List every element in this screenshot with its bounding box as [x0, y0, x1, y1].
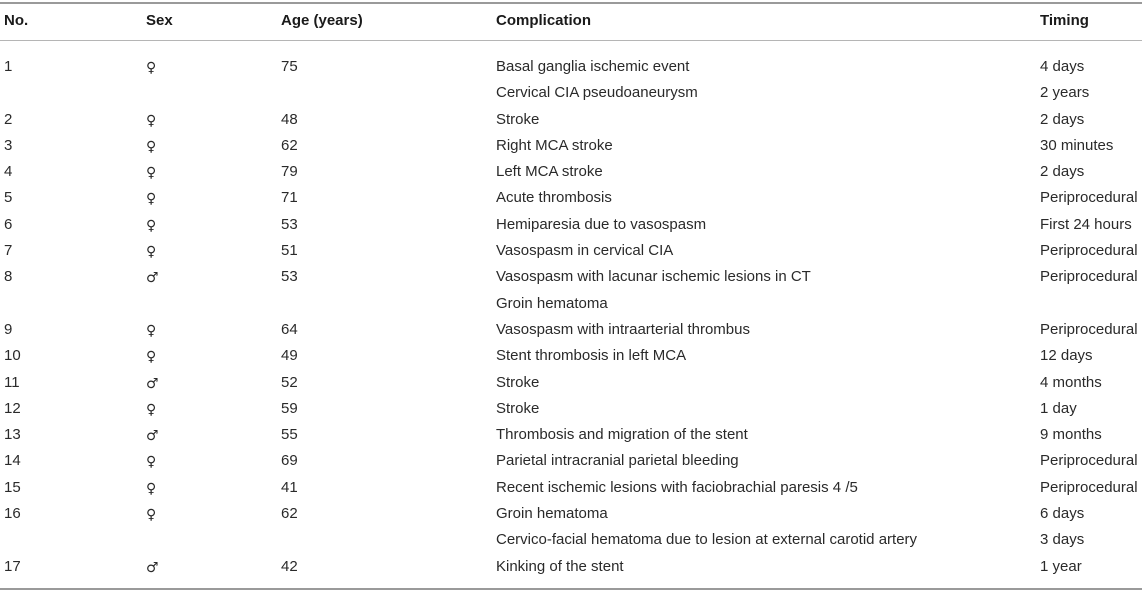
table-row — [0, 185, 1142, 211]
table-row — [0, 317, 1142, 343]
cell-complication: Vasospasm with lacunar ischemic lesions in CT — [496, 268, 811, 286]
cell-no: 15 — [4, 478, 21, 496]
header-timing: Timing — [1040, 12, 1089, 29]
cell-timing: 4 months — [1040, 373, 1102, 391]
cell-complication: Left MCA stroke — [496, 163, 603, 181]
cell-sex: ♀ — [146, 60, 157, 76]
cell-no: 12 — [4, 399, 21, 417]
table-row — [0, 343, 1142, 369]
cell-timing: 1 day — [1040, 399, 1077, 417]
cell-complication: Stroke — [496, 110, 540, 128]
table-row — [0, 475, 1142, 501]
table-header-row — [0, 0, 1142, 40]
cell-sex: ♀ — [146, 165, 157, 182]
cell-timing: First 24 hours — [1040, 215, 1132, 233]
cell-age: 75 — [281, 58, 298, 75]
table-row — [0, 527, 1142, 553]
cell-complication: Vasospasm in cervical CIA — [496, 242, 674, 260]
cell-timing: 2 days — [1040, 110, 1085, 128]
cell-sex: ♀ — [146, 138, 157, 155]
cell-timing: Periprocedural — [1040, 452, 1138, 470]
cell-complication: Vasospasm with intraarterial thrombus — [496, 320, 750, 338]
cell-complication: Kinking of the stent — [496, 557, 624, 575]
cell-age: 49 — [281, 347, 298, 365]
cell-age: 69 — [281, 452, 298, 470]
cell-age: 53 — [281, 215, 298, 233]
header-sex: Sex — [146, 12, 173, 29]
cell-sex: ♀ — [146, 401, 157, 418]
cell-sex: ♀ — [146, 244, 157, 261]
cell-timing: 6 days — [1040, 505, 1085, 523]
cell-age: 55 — [281, 426, 298, 444]
cell-complication: Right MCA stroke — [496, 136, 613, 154]
table-row — [0, 554, 1142, 580]
table-row — [0, 448, 1142, 474]
cell-no: 14 — [4, 452, 21, 470]
cell-complication: Stent thrombosis in left MCA — [496, 347, 687, 365]
table-row — [0, 396, 1142, 422]
cell-no: 10 — [4, 347, 21, 365]
cell-age: 59 — [281, 399, 298, 417]
cell-sex: ♂ — [146, 559, 159, 576]
cell-age: 42 — [281, 557, 298, 575]
table-row — [0, 159, 1142, 185]
cell-no: 5 — [4, 189, 13, 207]
table-row — [0, 80, 1142, 106]
table-row — [0, 501, 1142, 527]
cell-complication: Groin hematoma — [496, 294, 608, 312]
table-row — [0, 107, 1142, 133]
table-row — [0, 370, 1142, 396]
cell-no: 9 — [4, 320, 13, 338]
cell-age: 79 — [281, 163, 298, 181]
cell-complication: Groin hematoma — [496, 505, 608, 523]
cell-timing: Periprocedural — [1040, 242, 1138, 260]
cell-sex: ♂ — [146, 428, 159, 445]
header-no: No. — [4, 12, 29, 29]
header-complication: Complication — [496, 12, 592, 29]
cell-timing: 12 days — [1040, 347, 1093, 365]
cell-sex: ♀ — [146, 191, 157, 208]
table-row — [0, 291, 1142, 317]
cell-timing: 4 days — [1040, 58, 1085, 75]
cell-no: 16 — [4, 505, 21, 523]
cell-complication: Cervical CIA pseudoaneurysm — [496, 84, 698, 102]
cell-timing: 2 days — [1040, 163, 1085, 181]
table-bottom-rule — [0, 588, 1142, 590]
cell-timing: Periprocedural — [1040, 268, 1138, 286]
cell-age: 71 — [281, 189, 298, 207]
cell-no: 8 — [4, 268, 13, 286]
table-row — [0, 133, 1142, 159]
cell-complication: Stroke — [496, 399, 540, 417]
cell-timing: Periprocedural — [1040, 320, 1138, 338]
cell-sex: ♂ — [146, 375, 159, 392]
cell-sex: ♀ — [146, 322, 157, 339]
cell-complication: Acute thrombosis — [496, 189, 612, 207]
cell-complication: Basal ganglia ischemic event — [496, 58, 690, 75]
cell-no: 4 — [4, 163, 13, 181]
table-row — [0, 264, 1142, 290]
cell-complication: Stroke — [496, 373, 540, 391]
table-row — [0, 238, 1142, 264]
table-row — [0, 422, 1142, 448]
cell-sex: ♂ — [146, 270, 159, 287]
cell-no: 17 — [4, 557, 21, 575]
cell-age: 64 — [281, 320, 298, 338]
cell-complication: Hemiparesia due to vasospasm — [496, 215, 707, 233]
cell-age: 41 — [281, 478, 298, 496]
cell-timing: 3 days — [1040, 531, 1085, 549]
cell-age: 62 — [281, 136, 298, 154]
cell-sex: ♀ — [146, 217, 157, 234]
cell-age: 52 — [281, 373, 298, 391]
cell-complication: Thrombosis and migration of the stent — [496, 426, 748, 444]
cell-age: 62 — [281, 505, 298, 523]
cell-sex: ♀ — [146, 507, 157, 524]
table-row — [0, 54, 1142, 80]
cell-no: 6 — [4, 215, 13, 233]
cell-age: 53 — [281, 268, 298, 286]
cell-timing: 9 months — [1040, 426, 1102, 444]
cell-no: 2 — [4, 110, 13, 128]
cell-no: 11 — [4, 373, 20, 391]
cell-no: 7 — [4, 242, 13, 260]
cell-complication: Cervico-facial hematoma due to lesion at external carotid artery — [496, 531, 918, 549]
header-age: Age (years) — [281, 12, 363, 29]
cell-timing: 1 year — [1040, 557, 1082, 575]
cell-timing: 30 minutes — [1040, 136, 1114, 154]
cell-no: 1 — [4, 58, 13, 75]
cell-timing: Periprocedural — [1040, 189, 1138, 207]
table-header-rule — [0, 40, 1142, 41]
cell-complication: Recent ischemic lesions with faciobrachial paresis 4 /5 — [496, 478, 858, 496]
cell-timing: Periprocedural — [1040, 478, 1138, 496]
cell-age: 51 — [281, 242, 298, 260]
cell-age: 48 — [281, 110, 298, 128]
table-body — [0, 54, 1142, 580]
cell-sex: ♀ — [146, 349, 157, 366]
cell-complication: Parietal intracranial parietal bleeding — [496, 452, 739, 470]
cell-sex: ♀ — [146, 480, 157, 497]
cell-sex: ♀ — [146, 454, 157, 471]
cell-no: 3 — [4, 136, 13, 154]
cell-sex: ♀ — [146, 112, 157, 129]
cell-no: 13 — [4, 426, 21, 444]
cell-timing: 2 years — [1040, 84, 1090, 102]
table-row — [0, 212, 1142, 238]
